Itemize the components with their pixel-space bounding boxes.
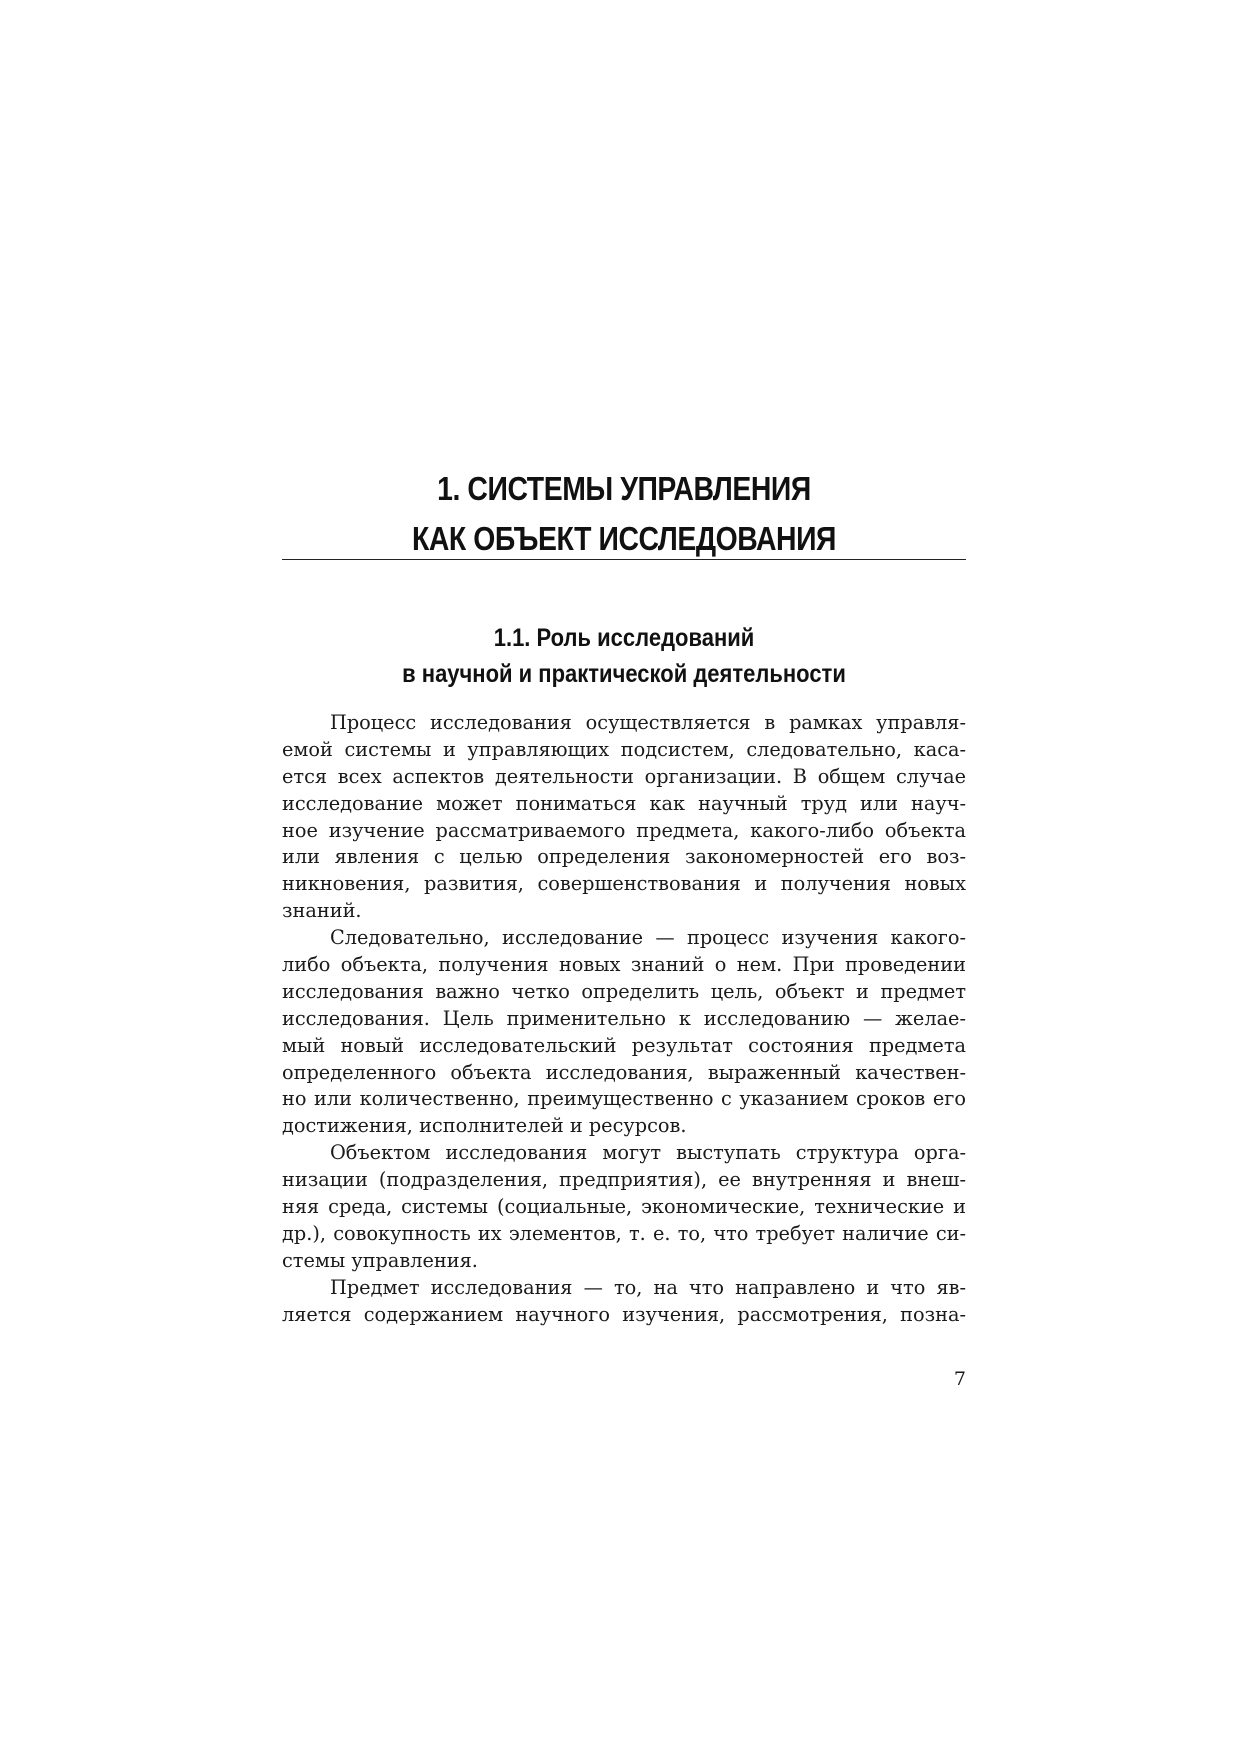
paragraph — [282, 1140, 966, 1274]
paragraph-line: Процесс исследования осуществляется в рамках управля- — [330, 711, 966, 734]
paragraph-line: мый новый исследовательский результат состояния предмета — [282, 1033, 966, 1057]
section-title-line-2: в научной и практической деятельности — [402, 660, 846, 688]
paragraph-line: определенного объекта исследования, выраженный качествен- — [282, 1060, 966, 1084]
chapter-title-line-1: 1. СИСТЕМЫ УПРАВЛЕНИЯ — [437, 470, 811, 507]
paragraph-line: Предмет исследования — то, на что направлено и что яв- — [330, 1275, 966, 1299]
paragraph-line: Объектом исследования могут выступать структура орга- — [330, 1141, 966, 1165]
chapter-title — [330, 464, 918, 564]
paragraph-line: либо объекта, получения новых знаний о нем. При проведении — [282, 953, 966, 977]
paragraph-line: исследования. Цель применительно к исследованию — желае- — [282, 1006, 966, 1030]
paragraph — [282, 1275, 966, 1329]
chapter-divider — [282, 559, 966, 560]
body-text — [282, 710, 966, 1328]
paragraph — [282, 925, 966, 1140]
page-number: 7 — [953, 1368, 966, 1390]
chapter-title-line-2: КАК ОБЪЕКТ ИССЛЕДОВАНИЯ — [411, 520, 837, 557]
paragraph-line: ется всех аспектов деятельности организации. В общем случае — [282, 764, 966, 788]
paragraph-line: но или количественно, преимущественно с указанием сроков его — [282, 1087, 966, 1111]
section-title — [323, 620, 925, 692]
paragraph-line: Следовательно, исследование — процесс изучения какого- — [330, 926, 966, 950]
paragraph-line: знаний. — [282, 899, 362, 923]
paragraph-line: стемы управления. — [282, 1248, 478, 1272]
paragraph — [282, 710, 966, 925]
paragraph-line: др.), совокупность их элементов, т. е. то, что требует наличие си- — [282, 1221, 966, 1245]
paragraph-line: достижения, исполнителей и ресурсов. — [282, 1114, 687, 1138]
paragraph-line: или явления с целью определения закономерностей его воз- — [282, 845, 966, 869]
paragraph-line: ное изучение рассматриваемого предмета, какого-либо объекта — [282, 818, 966, 842]
paragraph-line: низации (подразделения, предприятия), ее внутренняя и внеш- — [282, 1168, 966, 1192]
section-title-line-1: 1.1. Роль исследований — [493, 624, 755, 652]
paragraph-line: никновения, развития, совершенствования и получения новых — [282, 872, 966, 896]
paragraph-line: емой системы и управляющих подсистем, следовательно, каса- — [282, 737, 966, 761]
paragraph-line: ляется содержанием научного изучения, рассмотрения, позна- — [282, 1302, 966, 1326]
paragraph-line: исследование может пониматься как научный труд или науч- — [282, 791, 966, 815]
paragraph-line: исследования важно четко определить цель, объект и предмет — [282, 979, 966, 1003]
paragraph-line: няя среда, системы (социальные, экономические, технические и — [282, 1195, 966, 1219]
